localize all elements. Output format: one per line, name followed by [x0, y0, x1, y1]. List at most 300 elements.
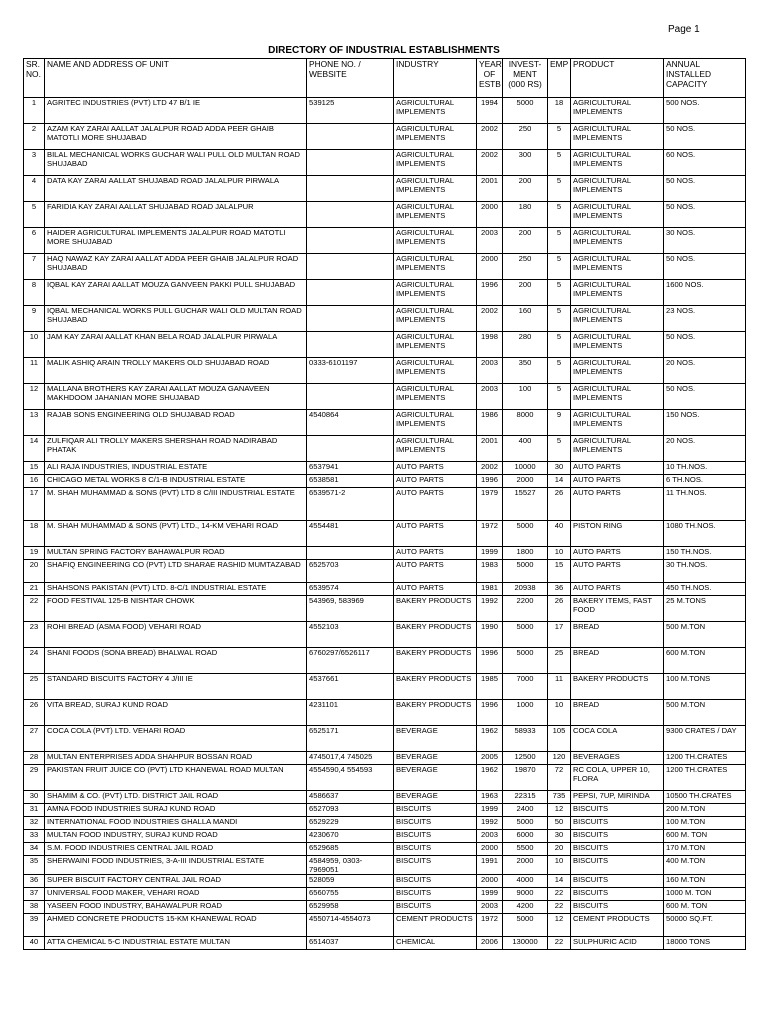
cell-year: 1996: [477, 475, 503, 488]
cell-industry: CHEMICAL: [394, 937, 477, 950]
cell-capacity: 23 NOS.: [664, 306, 746, 332]
table-row: [24, 358, 746, 384]
cell-investment: 15527: [503, 488, 548, 521]
cell-employees: 20: [548, 843, 571, 856]
cell-year: 1996: [477, 700, 503, 726]
cell-investment: 4200: [503, 901, 548, 914]
cell-name-address: ALI RAJA INDUSTRIES, INDUSTRIAL ESTATE: [45, 462, 307, 475]
cell-investment: 5000: [503, 817, 548, 830]
cell-year: 2000: [477, 202, 503, 228]
cell-employees: 5: [548, 436, 571, 462]
cell-sr-no: 19: [24, 547, 45, 560]
cell-industry: AGRICULTURAL IMPLEMENTS: [394, 176, 477, 202]
cell-year: 2002: [477, 124, 503, 150]
header-row: [24, 59, 746, 98]
cell-product: BISCUITS: [571, 875, 664, 888]
cell-name-address: S.M. FOOD INDUSTRIES CENTRAL JAIL ROAD: [45, 843, 307, 856]
cell-capacity: 20 NOS.: [664, 358, 746, 384]
table-row: [24, 228, 746, 254]
cell-investment: 100: [503, 384, 548, 410]
header-phone: PHONE NO. / WEBSITE: [307, 59, 394, 98]
cell-investment: 130000: [503, 937, 548, 950]
cell-capacity: 10 TH.NOS.: [664, 462, 746, 475]
cell-industry: AGRICULTURAL IMPLEMENTS: [394, 384, 477, 410]
table-row: [24, 280, 746, 306]
cell-capacity: 6 TH.NOS.: [664, 475, 746, 488]
cell-investment: 58933: [503, 726, 548, 752]
cell-industry: BISCUITS: [394, 875, 477, 888]
cell-sr-no: 38: [24, 901, 45, 914]
cell-employees: 5: [548, 202, 571, 228]
table-row: [24, 856, 746, 875]
table-row: [24, 150, 746, 176]
cell-employees: 12: [548, 914, 571, 937]
cell-employees: 22: [548, 937, 571, 950]
cell-sr-no: 13: [24, 410, 45, 436]
cell-year: 1972: [477, 521, 503, 547]
cell-phone: 4584959, 0303-7969051: [307, 856, 394, 875]
cell-name-address: CHICAGO METAL WORKS 8 C/1-B INDUSTRIAL ESTATE: [45, 475, 307, 488]
cell-phone: [307, 306, 394, 332]
table-row: [24, 700, 746, 726]
cell-year: 2005: [477, 752, 503, 765]
cell-investment: 5500: [503, 843, 548, 856]
page-number: Page 1: [668, 24, 700, 35]
cell-capacity: 450 TH.NOS.: [664, 583, 746, 596]
table-row: [24, 475, 746, 488]
table-row: [24, 98, 746, 124]
cell-employees: 36: [548, 583, 571, 596]
cell-phone: 0333-6101197: [307, 358, 394, 384]
cell-sr-no: 37: [24, 888, 45, 901]
header-name: NAME AND ADDRESS OF UNIT: [45, 59, 307, 98]
cell-sr-no: 2: [24, 124, 45, 150]
cell-investment: 9000: [503, 888, 548, 901]
cell-industry: BISCUITS: [394, 830, 477, 843]
cell-product: BREAD: [571, 700, 664, 726]
cell-sr-no: 25: [24, 674, 45, 700]
cell-phone: 4231101: [307, 700, 394, 726]
cell-employees: 735: [548, 791, 571, 804]
cell-employees: 22: [548, 888, 571, 901]
cell-employees: 10: [548, 547, 571, 560]
cell-employees: 5: [548, 280, 571, 306]
cell-capacity: 30 NOS.: [664, 228, 746, 254]
table-row: [24, 560, 746, 583]
cell-sr-no: 6: [24, 228, 45, 254]
cell-capacity: 60 NOS.: [664, 150, 746, 176]
cell-investment: 160: [503, 306, 548, 332]
cell-year: 1996: [477, 280, 503, 306]
cell-year: 2003: [477, 830, 503, 843]
cell-capacity: 50 NOS.: [664, 254, 746, 280]
cell-product: AGRICULTURAL IMPLEMENTS: [571, 306, 664, 332]
cell-sr-no: 26: [24, 700, 45, 726]
header-capacity: ANNUAL INSTALLED CAPACITY: [664, 59, 746, 98]
table-row: [24, 914, 746, 937]
cell-name-address: IQBAL MECHANICAL WORKS PULL GUCHAR WALI OLD MULTAN ROAD SHUJABAD: [45, 306, 307, 332]
cell-industry: AGRICULTURAL IMPLEMENTS: [394, 98, 477, 124]
cell-phone: 4230670: [307, 830, 394, 843]
cell-sr-no: 40: [24, 937, 45, 950]
cell-product: BREAD: [571, 622, 664, 648]
cell-phone: [307, 384, 394, 410]
cell-capacity: 500 M.TON: [664, 622, 746, 648]
cell-employees: 14: [548, 475, 571, 488]
cell-capacity: 50 NOS.: [664, 124, 746, 150]
cell-name-address: AZAM KAY ZARAI AALLAT JALALPUR ROAD ADDA PEER GHAIB MATOTLI MORE SHUJABAD: [45, 124, 307, 150]
cell-investment: 400: [503, 436, 548, 462]
cell-investment: 2000: [503, 856, 548, 875]
cell-name-address: M. SHAH MUHAMMAD & SONS (PVT) LTD., 14-KM VEHARI ROAD: [45, 521, 307, 547]
cell-year: 2003: [477, 228, 503, 254]
cell-product: BISCUITS: [571, 888, 664, 901]
cell-phone: 539125: [307, 98, 394, 124]
cell-investment: 5000: [503, 521, 548, 547]
cell-year: 1962: [477, 765, 503, 791]
cell-sr-no: 1: [24, 98, 45, 124]
cell-name-address: SHAMIM & CO. (PVT) LTD. DISTRICT JAIL ROAD: [45, 791, 307, 804]
cell-investment: 5000: [503, 560, 548, 583]
cell-industry: AUTO PARTS: [394, 462, 477, 475]
cell-sr-no: 23: [24, 622, 45, 648]
cell-capacity: 500 NOS.: [664, 98, 746, 124]
cell-sr-no: 29: [24, 765, 45, 791]
table-row: [24, 306, 746, 332]
cell-name-address: YASEEN FOOD INDUSTRY, BAHAWALPUR ROAD: [45, 901, 307, 914]
table-row: [24, 254, 746, 280]
cell-name-address: UNIVERSAL FOOD MAKER, VEHARI ROAD: [45, 888, 307, 901]
cell-industry: BISCUITS: [394, 856, 477, 875]
cell-employees: 5: [548, 176, 571, 202]
table-row: [24, 462, 746, 475]
cell-capacity: 9300 CRATES / DAY: [664, 726, 746, 752]
cell-industry: AGRICULTURAL IMPLEMENTS: [394, 228, 477, 254]
cell-product: AUTO PARTS: [571, 475, 664, 488]
cell-name-address: SHERWAINI FOOD INDUSTRIES, 3-A-III INDUSTRIAL ESTATE: [45, 856, 307, 875]
cell-name-address: AGRITEC INDUSTRIES (PVT) LTD 47 B/1 IE: [45, 98, 307, 124]
cell-phone: 6537941: [307, 462, 394, 475]
cell-product: AGRICULTURAL IMPLEMENTS: [571, 410, 664, 436]
cell-product: AUTO PARTS: [571, 560, 664, 583]
cell-capacity: 170 M.TON: [664, 843, 746, 856]
cell-year: 1985: [477, 674, 503, 700]
cell-industry: AUTO PARTS: [394, 475, 477, 488]
cell-investment: 1000: [503, 700, 548, 726]
cell-capacity: 500 M.TON: [664, 700, 746, 726]
cell-capacity: 600 M. TON: [664, 901, 746, 914]
cell-sr-no: 35: [24, 856, 45, 875]
cell-sr-no: 22: [24, 596, 45, 622]
cell-year: 2000: [477, 875, 503, 888]
cell-name-address: HAIDER AGRICULTURAL IMPLEMENTS JALALPUR ROAD MATOTLI MORE SHUJABAD: [45, 228, 307, 254]
cell-capacity: 50000 SQ.FT.: [664, 914, 746, 937]
cell-capacity: 50 NOS.: [664, 332, 746, 358]
header-emp: EMP: [548, 59, 571, 98]
cell-product: RC COLA, UPPER 10, FLORA: [571, 765, 664, 791]
cell-industry: BEVERAGE: [394, 791, 477, 804]
cell-investment: 200: [503, 176, 548, 202]
cell-phone: 6760297/6526117: [307, 648, 394, 674]
table-row: [24, 830, 746, 843]
table-row: [24, 901, 746, 914]
cell-product: AGRICULTURAL IMPLEMENTS: [571, 254, 664, 280]
cell-investment: 250: [503, 124, 548, 150]
table-row: [24, 583, 746, 596]
cell-name-address: ZULFIQAR ALI TROLLY MAKERS SHERSHAH ROAD NADIRABAD PHATAK: [45, 436, 307, 462]
cell-product: BISCUITS: [571, 843, 664, 856]
cell-employees: 12: [548, 804, 571, 817]
table-row: [24, 436, 746, 462]
cell-phone: 528059: [307, 875, 394, 888]
cell-product: BISCUITS: [571, 901, 664, 914]
cell-sr-no: 17: [24, 488, 45, 521]
cell-year: 1996: [477, 648, 503, 674]
cell-year: 1998: [477, 332, 503, 358]
cell-industry: BISCUITS: [394, 804, 477, 817]
table-row: [24, 332, 746, 358]
cell-sr-no: 28: [24, 752, 45, 765]
cell-name-address: IQBAL KAY ZARAI AALLAT MOUZA GANVEEN PAKKI PULL SHUJABAD: [45, 280, 307, 306]
cell-product: AUTO PARTS: [571, 488, 664, 521]
cell-investment: 6000: [503, 830, 548, 843]
cell-investment: 5000: [503, 914, 548, 937]
cell-year: 1972: [477, 914, 503, 937]
table-row: [24, 674, 746, 700]
cell-name-address: FOOD FESTIVAL 125-B NISHTAR CHOWK: [45, 596, 307, 622]
cell-sr-no: 39: [24, 914, 45, 937]
table-row: [24, 726, 746, 752]
cell-year: 1992: [477, 596, 503, 622]
cell-sr-no: 14: [24, 436, 45, 462]
cell-phone: 4586637: [307, 791, 394, 804]
cell-product: BISCUITS: [571, 817, 664, 830]
cell-phone: 6525171: [307, 726, 394, 752]
cell-sr-no: 21: [24, 583, 45, 596]
cell-year: 2003: [477, 901, 503, 914]
cell-employees: 15: [548, 560, 571, 583]
cell-capacity: 11 TH.NOS.: [664, 488, 746, 521]
cell-employees: 105: [548, 726, 571, 752]
cell-product: AGRICULTURAL IMPLEMENTS: [571, 150, 664, 176]
cell-industry: BISCUITS: [394, 888, 477, 901]
cell-sr-no: 33: [24, 830, 45, 843]
table-row: [24, 817, 746, 830]
cell-name-address: MULTAN FOOD INDUSTRY, SURAJ KUND ROAD: [45, 830, 307, 843]
cell-capacity: 25 M.TONS: [664, 596, 746, 622]
cell-phone: 543969, 583969: [307, 596, 394, 622]
cell-year: 2006: [477, 937, 503, 950]
cell-phone: [307, 332, 394, 358]
cell-product: PISTON RING: [571, 521, 664, 547]
cell-year: 2003: [477, 358, 503, 384]
cell-industry: BISCUITS: [394, 817, 477, 830]
cell-product: SULPHURIC ACID: [571, 937, 664, 950]
cell-product: COCA COLA: [571, 726, 664, 752]
cell-name-address: ATTA CHEMICAL 5-C INDUSTRIAL ESTATE MULTAN: [45, 937, 307, 950]
cell-employees: 22: [548, 901, 571, 914]
cell-employees: 18: [548, 98, 571, 124]
cell-name-address: MULTAN SPRING FACTORY BAHAWALPUR ROAD: [45, 547, 307, 560]
cell-investment: 2000: [503, 475, 548, 488]
cell-employees: 26: [548, 596, 571, 622]
cell-sr-no: 4: [24, 176, 45, 202]
table-row: [24, 547, 746, 560]
cell-name-address: INTERNATIONAL FOOD INDUSTRIES GHALLA MANDI: [45, 817, 307, 830]
cell-phone: [307, 436, 394, 462]
cell-industry: BEVERAGE: [394, 752, 477, 765]
cell-capacity: 1600 NOS.: [664, 280, 746, 306]
cell-investment: 5000: [503, 98, 548, 124]
cell-industry: AGRICULTURAL IMPLEMENTS: [394, 332, 477, 358]
cell-product: AGRICULTURAL IMPLEMENTS: [571, 98, 664, 124]
cell-name-address: JAM KAY ZARAI AALLAT KHAN BELA ROAD JALALPUR PIRWALA: [45, 332, 307, 358]
cell-sr-no: 16: [24, 475, 45, 488]
table-row: [24, 202, 746, 228]
cell-phone: 4745017,4 745025: [307, 752, 394, 765]
cell-year: 1979: [477, 488, 503, 521]
cell-name-address: SHAHSONS PAKISTAN (PVT) LTD. 8-C/1 INDUSTRIAL ESTATE: [45, 583, 307, 596]
cell-industry: AUTO PARTS: [394, 560, 477, 583]
cell-product: PEPSI, 7UP, MIRINDA: [571, 791, 664, 804]
cell-employees: 72: [548, 765, 571, 791]
cell-employees: 26: [548, 488, 571, 521]
cell-industry: BEVERAGE: [394, 726, 477, 752]
cell-industry: AGRICULTURAL IMPLEMENTS: [394, 410, 477, 436]
cell-product: AUTO PARTS: [571, 583, 664, 596]
cell-employees: 5: [548, 384, 571, 410]
cell-product: AGRICULTURAL IMPLEMENTS: [571, 280, 664, 306]
table-row: [24, 596, 746, 622]
cell-phone: 6538581: [307, 475, 394, 488]
cell-phone: 4554481: [307, 521, 394, 547]
cell-capacity: 100 M.TON: [664, 817, 746, 830]
cell-investment: 5000: [503, 648, 548, 674]
cell-phone: 6527093: [307, 804, 394, 817]
cell-product: AGRICULTURAL IMPLEMENTS: [571, 358, 664, 384]
table-row: [24, 937, 746, 950]
cell-capacity: 1000 M. TON: [664, 888, 746, 901]
cell-phone: [307, 547, 394, 560]
cell-phone: [307, 228, 394, 254]
cell-employees: 50: [548, 817, 571, 830]
cell-year: 1999: [477, 804, 503, 817]
cell-employees: 5: [548, 150, 571, 176]
cell-investment: 8000: [503, 410, 548, 436]
cell-capacity: 30 TH.NOS.: [664, 560, 746, 583]
cell-phone: [307, 124, 394, 150]
cell-investment: 180: [503, 202, 548, 228]
cell-capacity: 50 NOS.: [664, 384, 746, 410]
cell-industry: AGRICULTURAL IMPLEMENTS: [394, 150, 477, 176]
cell-year: 2003: [477, 384, 503, 410]
cell-investment: 200: [503, 280, 548, 306]
cell-industry: CEMENT PRODUCTS: [394, 914, 477, 937]
cell-phone: [307, 176, 394, 202]
cell-year: 2001: [477, 176, 503, 202]
cell-employees: 17: [548, 622, 571, 648]
table-row: [24, 843, 746, 856]
cell-name-address: SHAFIQ ENGINEERING CO (PVT) LTD SHARAE RASHID MUMTAZABAD: [45, 560, 307, 583]
cell-year: 2002: [477, 462, 503, 475]
cell-product: AUTO PARTS: [571, 547, 664, 560]
cell-phone: 4537661: [307, 674, 394, 700]
cell-capacity: 50 NOS.: [664, 176, 746, 202]
cell-year: 2002: [477, 150, 503, 176]
table-row: [24, 888, 746, 901]
cell-name-address: COCA COLA (PVT) LTD. VEHARI ROAD: [45, 726, 307, 752]
cell-phone: 6529958: [307, 901, 394, 914]
cell-year: 1999: [477, 888, 503, 901]
table-row: [24, 521, 746, 547]
cell-sr-no: 7: [24, 254, 45, 280]
cell-capacity: 150 NOS.: [664, 410, 746, 436]
cell-investment: 12500: [503, 752, 548, 765]
cell-investment: 5000: [503, 622, 548, 648]
table-row: [24, 622, 746, 648]
cell-industry: BAKERY PRODUCTS: [394, 596, 477, 622]
cell-year: 2000: [477, 843, 503, 856]
cell-year: 2002: [477, 306, 503, 332]
cell-name-address: RAJAB SONS ENGINEERING OLD SHUJABAD ROAD: [45, 410, 307, 436]
cell-industry: AGRICULTURAL IMPLEMENTS: [394, 202, 477, 228]
cell-capacity: 200 M.TON: [664, 804, 746, 817]
cell-sr-no: 31: [24, 804, 45, 817]
cell-product: BAKERY PRODUCTS: [571, 674, 664, 700]
cell-phone: 4552103: [307, 622, 394, 648]
cell-phone: 4554590,4 554593: [307, 765, 394, 791]
cell-phone: 6514037: [307, 937, 394, 950]
cell-year: 1991: [477, 856, 503, 875]
cell-name-address: MALIK ASHIQ ARAIN TROLLY MAKERS OLD SHUJABAD ROAD: [45, 358, 307, 384]
cell-capacity: 1200 TH.CRATES: [664, 752, 746, 765]
cell-industry: BAKERY PRODUCTS: [394, 700, 477, 726]
cell-employees: 5: [548, 228, 571, 254]
cell-investment: 2200: [503, 596, 548, 622]
cell-sr-no: 9: [24, 306, 45, 332]
cell-name-address: AMNA FOOD INDUSTRIES SURAJ KUND ROAD: [45, 804, 307, 817]
cell-year: 2001: [477, 436, 503, 462]
cell-phone: [307, 202, 394, 228]
cell-employees: 14: [548, 875, 571, 888]
cell-name-address: AHMED CONCRETE PRODUCTS 15-KM KHANEWAL ROAD: [45, 914, 307, 937]
cell-year: 1992: [477, 817, 503, 830]
cell-investment: 7000: [503, 674, 548, 700]
cell-industry: AGRICULTURAL IMPLEMENTS: [394, 436, 477, 462]
cell-sr-no: 18: [24, 521, 45, 547]
cell-name-address: SHANI FOODS (SONA BREAD) BHALWAL ROAD: [45, 648, 307, 674]
document-title: DIRECTORY OF INDUSTRIAL ESTABLISHMENTS: [268, 45, 500, 56]
cell-capacity: 150 TH.NOS.: [664, 547, 746, 560]
cell-phone: 6525703: [307, 560, 394, 583]
cell-capacity: 600 M.TON: [664, 648, 746, 674]
cell-sr-no: 34: [24, 843, 45, 856]
cell-sr-no: 24: [24, 648, 45, 674]
cell-sr-no: 12: [24, 384, 45, 410]
cell-industry: BEVERAGE: [394, 765, 477, 791]
cell-industry: AGRICULTURAL IMPLEMENTS: [394, 358, 477, 384]
cell-employees: 10: [548, 856, 571, 875]
header-year: YEAR OF ESTB: [477, 59, 503, 98]
cell-name-address: PAKISTAN FRUIT JUICE CO (PVT) LTD KHANEWAL ROAD MULTAN: [45, 765, 307, 791]
cell-employees: 11: [548, 674, 571, 700]
table-row: [24, 765, 746, 791]
cell-investment: 350: [503, 358, 548, 384]
cell-name-address: HAQ NAWAZ KAY ZARAI AALLAT ADDA PEER GHAIB JALALPUR ROAD SHUJABAD: [45, 254, 307, 280]
header-invest: INVEST-MENT (000 RS): [503, 59, 548, 98]
cell-phone: 6539574: [307, 583, 394, 596]
cell-investment: 10000: [503, 462, 548, 475]
